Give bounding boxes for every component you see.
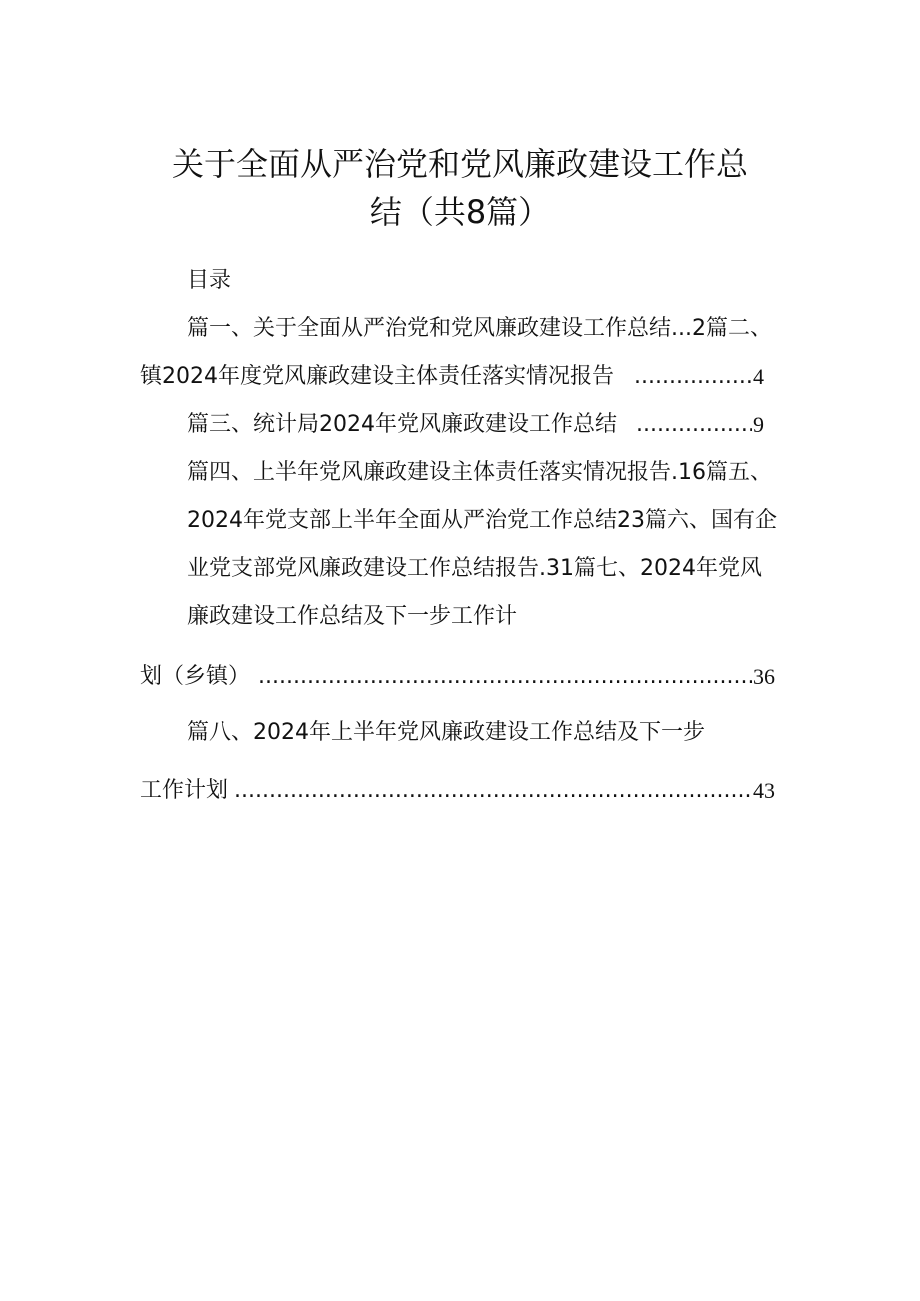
toc-line-10: 工作计划 (140, 778, 229, 803)
toc-leader-dots (258, 662, 752, 692)
toc-line-2: 镇2024年度党风廉政建设主体责任落实情况报告 (140, 364, 614, 389)
toc-page-number: 4 (753, 364, 764, 389)
toc-leader-dots (636, 410, 752, 440)
toc-line-4: 篇四、上半年党风廉政建设主体责任落实情况报告.16篇五、 (187, 460, 772, 485)
toc-page-number: 36 (753, 664, 775, 689)
toc-leader-dots (234, 776, 752, 806)
toc-line-1: 篇一、关于全面从严治党和党风廉政建设工作总结...2篇二、 (187, 316, 772, 341)
toc-line-9: 篇八、2024年上半年党风廉政建设工作总结及下一步 (187, 720, 705, 745)
toc-page-number: 9 (753, 412, 764, 437)
toc-line-5: 2024年党支部上半年全面从严治党工作总结23篇六、国有企 (187, 508, 777, 533)
document-title-line-1: 关于全面从严治党和党风廉政建设工作总 (171, 145, 748, 183)
document-title-line-2: 结（共8篇） (369, 193, 551, 231)
toc-line-7: 廉政建设工作总结及下一步工作计 (187, 604, 518, 629)
toc-line-6: 业党支部党风廉政建设工作总结报告.31篇七、2024年党风 (187, 556, 762, 581)
toc-heading: 目录 (187, 268, 232, 293)
toc-page-number: 43 (753, 778, 775, 803)
toc-line-3: 篇三、统计局2024年党风廉政建设工作总结 (187, 412, 617, 437)
toc-leader-dots (634, 362, 752, 392)
toc-line-8: 划（乡镇） (140, 664, 251, 689)
